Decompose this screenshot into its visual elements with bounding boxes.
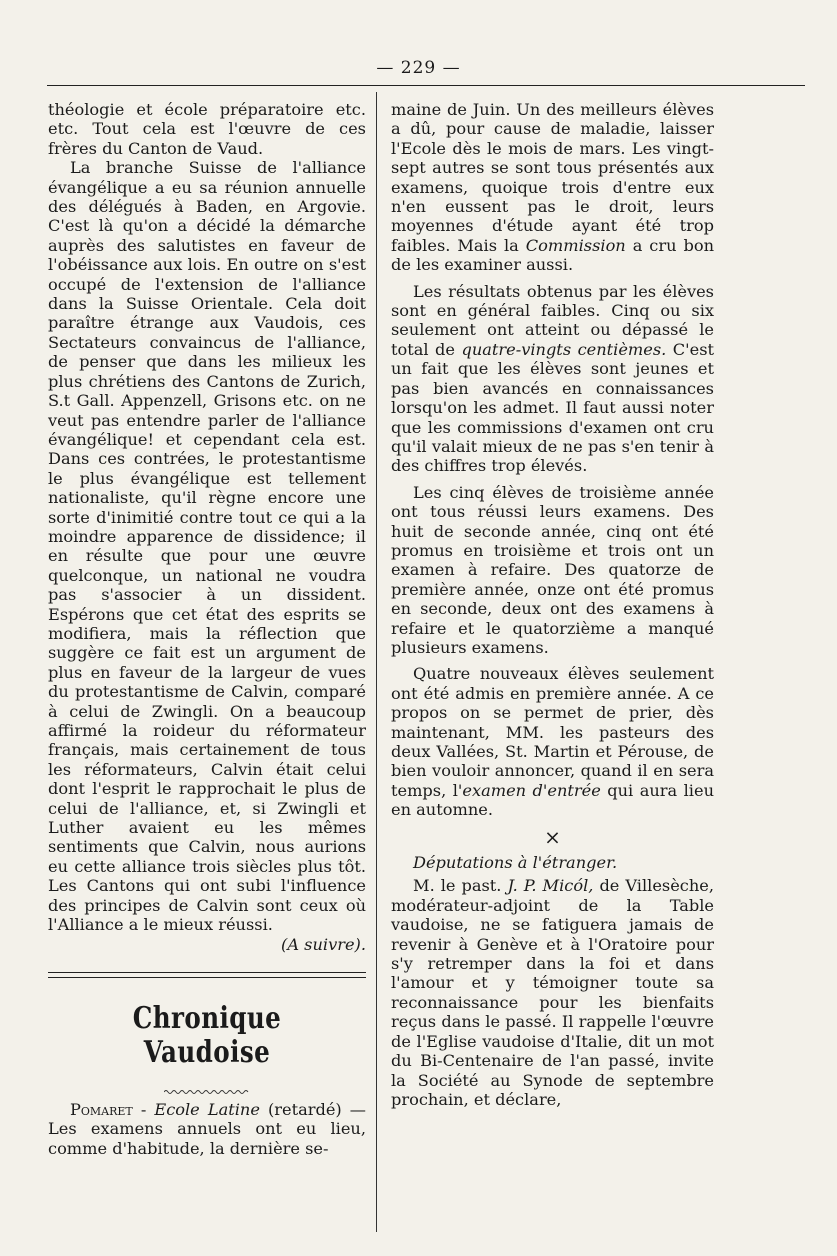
right-paragraph-4-end: qui aura lieu en automne.: [391, 780, 714, 820]
right-paragraph-1-end: a cru bon de les examiner aussi.: [391, 235, 714, 275]
right-paragraph-5-text: de Villesèche, modérateur-adjoint de la Table vaudoise, ne se fatiguera jamais de revenir à Genève et à l'Oratoire pour s'y retremper dans la foi et dans l'amour et y témoigner toute sa reconnaissance pour les bienfaits reçus dans le passé. Il rappelle l'œuvre de l'Eglise vaudoise d'Italie, dit un mot du Bi-Centenaire de l'an passé, invite la Société au Synode de septembre prochain, et déclare,: [391, 876, 715, 1109]
right-paragraph-5: [391, 876, 714, 1109]
micol-name: J. P. Micól,: [507, 876, 594, 896]
right-paragraph-5-start: M. le past.: [413, 876, 508, 896]
section-rule: [48, 972, 366, 978]
commission-italic: Commission: [525, 235, 626, 255]
column-divider: [376, 92, 377, 1232]
pomaret-name: Pomaret: [70, 1099, 133, 1119]
exam-italic: examen d'entrée: [462, 780, 601, 800]
right-paragraph-4: [391, 664, 714, 819]
left-paragraph-1: théologie et école préparatoire etc. etc. Tout cela est l'œuvre de ces frères du Canton de Vaud.: [48, 100, 366, 158]
right-paragraph-1-text: maine de Juin. Un des meilleurs élèves a dû, pour cause de maladie, laisser l'Ecole dès le mois de mars. Les vingt-sept autres se sont tous présentés aux examens, quoique trois d'entre eux n'en eussent pas le droit, leurs moyennes d'étude ayant été trop faibles. Mais la: [391, 100, 714, 255]
left-paragraph-2: La branche Suisse de l'alliance évangélique a eu sa réunion annuelle des délégués à Baden, en Argovie. C'est là qu'on a décidé la démarche auprès des salutistes en faveur de l'obéissance aux lois. En outre on s'est occupé de l'extension de l'alliance dans la Suisse Orientale. Cela doit paraître étrange aux Vaudois, ces Sectateurs convaincus de l'alliance, de penser que dans les milieux les plus chrétiens des Cantons de Zurich, S.t Gall. Appenzell, Grisons etc. on ne veut pas entendre parler de l'alliance évangélique! et cependant cela est. Dans ces contrées, le protestantisme le plus évangélique est tellement nationaliste, qu'il règne encore une sorte d'inimitié contre tout ce qui a la moindre apparence de dissidence; il en résulte que pour une œuvre quelconque, un national ne voudra pas s'associer à un dissident. Espérons que cet état des esprits se modifiera, mais la réflection que suggère ce fait est un argument de plus en faveur de la largeur de vues du protestantisme de Calvin, comparé à celui de Zwingli. On a beaucoup affirmé la roideur du réformateur français, mais certainement de tous les réformateurs, Calvin était celui dont l'esprit le rapprochait le plus de celui de l'alliance, et, si Zwingli et Luther avaient eu les mêmes sentiments que Calvin, nous aurions eu cette alliance trois siècles plus tôt. Les Cantons qui ont subi l'influence des principes de Calvin sont ceux où l'Alliance a le mieux réussi.: [48, 158, 366, 935]
header-rule: [47, 85, 805, 86]
score-italic: quatre-vingts centièmes.: [461, 339, 667, 359]
right-column: [391, 100, 714, 1109]
pomaret-paragraph: [48, 1100, 366, 1158]
page-number: — 229 —: [376, 58, 461, 78]
to-be-continued: (A suivre).: [281, 935, 366, 955]
section-heading: Chronique Vaudoise: [132, 1000, 282, 1070]
right-paragraph-4-text: Quatre nouveaux élèves seulement ont été admis en première année. A ce propos on se permet de prier, dès maintenant, MM. les pasteurs des deux Vallées, St. Martin et Pérouse, de bien vouloir annoncer, quand il en sera temps, l': [391, 664, 714, 800]
pomaret-text: (retardé) — Les examens annuels ont eu lieu, comme d'habitude, la dernière se-: [48, 1099, 366, 1158]
right-paragraph-3: Les cinq élèves de troisième année ont tous réussi leurs examens. Des huit de seconde année, cinq ont été promus en troisième et trois ont un examen à refaire. Des quatorze de première année, onze ont été promus en seconde, deux ont des examens à refaire et le quatorzième a manqué plusieurs examens.: [391, 482, 714, 657]
pomaret-title: Ecole Latine: [154, 1099, 260, 1119]
right-paragraph-2-text: Les résultats obtenus par les élèves sont en général faibles. Cinq ou six seulement ont atteint ou dépassé le total de: [391, 281, 714, 359]
deputations-subheading: Députations à l'étranger.: [413, 853, 618, 873]
right-paragraph-2: [391, 282, 714, 476]
cross-separator: ×: [544, 824, 561, 849]
right-paragraph-1: [391, 100, 714, 275]
pomaret-separator: -: [132, 1099, 155, 1119]
ornament-rule: [164, 1080, 250, 1086]
right-paragraph-2-end: C'est un fait que les élèves sont jeunes et pas bien avancés en connaissances lorsqu'on les admet. Il faut aussi noter que les commissions d'examen ont cru qu'il valait mieux de ne pas s'en tenir à des chiffres trop élevés.: [391, 339, 715, 476]
left-column: [48, 100, 366, 1158]
